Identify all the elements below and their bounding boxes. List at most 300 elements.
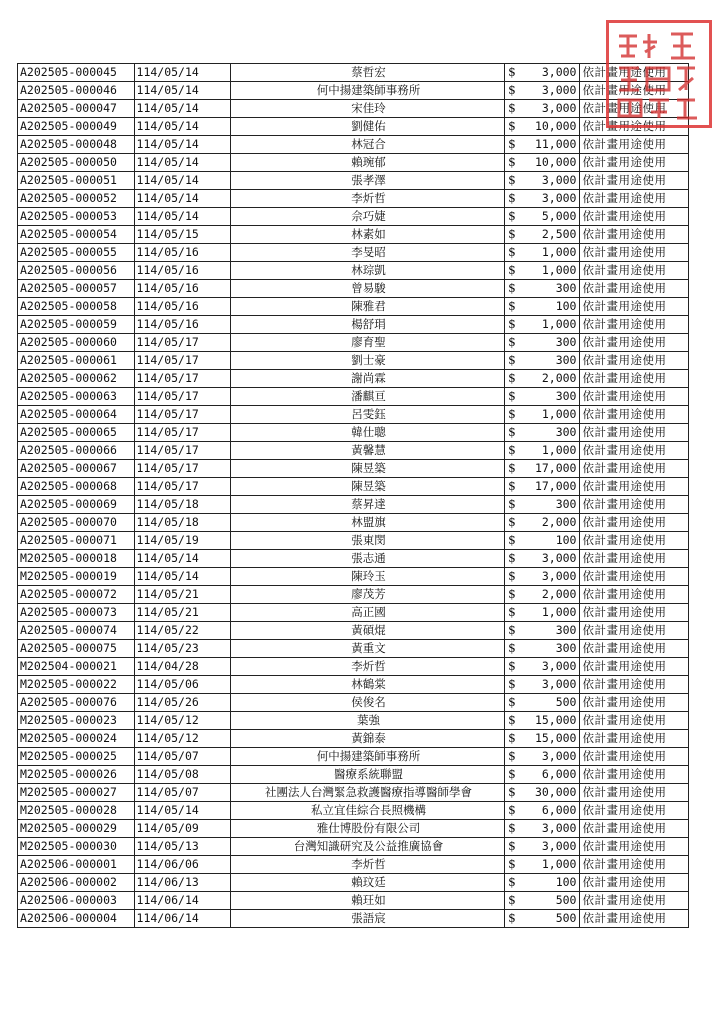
usage-cell: 依計畫用途使用 xyxy=(580,550,689,568)
amount-cell xyxy=(505,190,580,208)
amount-value: 3,000 xyxy=(541,749,577,763)
amount-cell xyxy=(505,748,580,766)
usage-cell: 依計畫用途使用 xyxy=(580,730,689,748)
donor-name-cell: 呂雯鈺 xyxy=(230,406,504,424)
amount-cell xyxy=(505,442,580,460)
table-row xyxy=(18,460,689,478)
table-row xyxy=(18,406,689,424)
amount-value: 30,000 xyxy=(534,785,577,799)
table-row xyxy=(18,442,689,460)
usage-cell: 依計畫用途使用 xyxy=(580,496,689,514)
receipt-id-cell: M202505-000028 xyxy=(18,802,135,820)
amount-value: 500 xyxy=(555,911,577,925)
receipt-id-cell: M202505-000019 xyxy=(18,568,135,586)
currency-symbol: $ xyxy=(508,605,516,619)
receipt-id-cell: M202505-000026 xyxy=(18,766,135,784)
receipt-id-cell: A202505-000072 xyxy=(18,586,135,604)
table-row xyxy=(18,676,689,694)
amount-cell xyxy=(505,424,580,442)
amount-value: 100 xyxy=(555,299,577,313)
amount-value: 300 xyxy=(555,353,577,367)
date-cell: 114/06/13 xyxy=(134,874,230,892)
receipt-id-cell: A202505-000060 xyxy=(18,334,135,352)
amount-cell xyxy=(505,100,580,118)
table-row xyxy=(18,586,689,604)
usage-cell: 依計畫用途使用 xyxy=(580,406,689,424)
amount-cell xyxy=(505,568,580,586)
date-cell: 114/04/28 xyxy=(134,658,230,676)
donor-name-cell: 佘巧婕 xyxy=(230,208,504,226)
donor-name-cell: 林盟旗 xyxy=(230,514,504,532)
table-row xyxy=(18,712,689,730)
amount-cell xyxy=(505,622,580,640)
donor-name-cell: 宋佳玲 xyxy=(230,100,504,118)
date-cell: 114/05/14 xyxy=(134,208,230,226)
amount-cell xyxy=(505,874,580,892)
receipt-id-cell: A202505-000066 xyxy=(18,442,135,460)
receipt-id-cell: M202505-000029 xyxy=(18,820,135,838)
donor-name-cell: 林琮凱 xyxy=(230,262,504,280)
currency-symbol: $ xyxy=(508,839,516,853)
currency-symbol: $ xyxy=(508,821,516,835)
amount-cell xyxy=(505,64,580,82)
amount-cell xyxy=(505,676,580,694)
donor-name-cell: 何中揚建築師事務所 xyxy=(230,748,504,766)
currency-symbol: $ xyxy=(508,623,516,637)
donor-name-cell: 李旻昭 xyxy=(230,244,504,262)
date-cell: 114/05/16 xyxy=(134,298,230,316)
amount-value: 1,000 xyxy=(541,407,577,421)
amount-value: 300 xyxy=(555,623,577,637)
currency-symbol: $ xyxy=(508,587,516,601)
date-cell: 114/05/06 xyxy=(134,676,230,694)
usage-cell: 依計畫用途使用 xyxy=(580,262,689,280)
amount-cell xyxy=(505,82,580,100)
usage-cell: 依計畫用途使用 xyxy=(580,568,689,586)
amount-value: 11,000 xyxy=(534,137,577,151)
amount-value: 1,000 xyxy=(541,857,577,871)
date-cell: 114/05/07 xyxy=(134,748,230,766)
amount-cell xyxy=(505,496,580,514)
date-cell: 114/05/17 xyxy=(134,334,230,352)
donor-name-cell: 私立宜佳綜合長照機構 xyxy=(230,802,504,820)
amount-value: 2,000 xyxy=(541,587,577,601)
currency-symbol: $ xyxy=(508,551,516,565)
currency-symbol: $ xyxy=(508,659,516,673)
amount-value: 1,000 xyxy=(541,263,577,277)
amount-value: 15,000 xyxy=(534,731,577,745)
receipt-id-cell: A202505-000063 xyxy=(18,388,135,406)
currency-symbol: $ xyxy=(508,479,516,493)
receipt-id-cell: A202505-000047 xyxy=(18,100,135,118)
donor-name-cell: 陳昱築 xyxy=(230,460,504,478)
amount-cell xyxy=(505,370,580,388)
table-row xyxy=(18,640,689,658)
date-cell: 114/06/06 xyxy=(134,856,230,874)
currency-symbol: $ xyxy=(508,695,516,709)
currency-symbol: $ xyxy=(508,911,516,925)
donor-name-cell: 林素如 xyxy=(230,226,504,244)
donation-ledger-table xyxy=(17,63,689,928)
amount-value: 3,000 xyxy=(541,65,577,79)
amount-cell xyxy=(505,460,580,478)
amount-cell xyxy=(505,694,580,712)
usage-cell: 依計畫用途使用 xyxy=(580,604,689,622)
date-cell: 114/05/14 xyxy=(134,802,230,820)
table-row xyxy=(18,172,689,190)
date-cell: 114/05/17 xyxy=(134,352,230,370)
receipt-id-cell: A202505-000062 xyxy=(18,370,135,388)
currency-symbol: $ xyxy=(508,875,516,889)
date-cell: 114/05/16 xyxy=(134,244,230,262)
usage-cell: 依計畫用途使用 xyxy=(580,172,689,190)
amount-cell xyxy=(505,802,580,820)
receipt-id-cell: M202505-000018 xyxy=(18,550,135,568)
receipt-id-cell: A202505-000073 xyxy=(18,604,135,622)
amount-value: 300 xyxy=(555,389,577,403)
donor-name-cell: 葉強 xyxy=(230,712,504,730)
table-row xyxy=(18,226,689,244)
donor-name-cell: 楊舒琄 xyxy=(230,316,504,334)
table-row xyxy=(18,694,689,712)
currency-symbol: $ xyxy=(508,389,516,403)
currency-symbol: $ xyxy=(508,569,516,583)
amount-value: 1,000 xyxy=(541,245,577,259)
receipt-id-cell: M202505-000030 xyxy=(18,838,135,856)
amount-cell xyxy=(505,820,580,838)
date-cell: 114/05/12 xyxy=(134,712,230,730)
date-cell: 114/05/17 xyxy=(134,370,230,388)
amount-value: 6,000 xyxy=(541,767,577,781)
receipt-id-cell: A202505-000053 xyxy=(18,208,135,226)
table-row xyxy=(18,892,689,910)
usage-cell: 依計畫用途使用 xyxy=(580,208,689,226)
amount-value: 1,000 xyxy=(541,443,577,457)
currency-symbol: $ xyxy=(508,749,516,763)
currency-symbol: $ xyxy=(508,65,516,79)
date-cell: 114/05/16 xyxy=(134,316,230,334)
table-row xyxy=(18,550,689,568)
currency-symbol: $ xyxy=(508,893,516,907)
donor-name-cell: 蔡哲宏 xyxy=(230,64,504,82)
table-row xyxy=(18,136,689,154)
usage-cell: 依計畫用途使用 xyxy=(580,370,689,388)
usage-cell: 依計畫用途使用 xyxy=(580,532,689,550)
table-row xyxy=(18,370,689,388)
table-row xyxy=(18,748,689,766)
amount-cell xyxy=(505,154,580,172)
amount-value: 3,000 xyxy=(541,83,577,97)
donor-name-cell: 曾易駿 xyxy=(230,280,504,298)
amount-cell xyxy=(505,298,580,316)
receipt-id-cell: M202505-000027 xyxy=(18,784,135,802)
amount-value: 1,000 xyxy=(541,317,577,331)
date-cell: 114/05/17 xyxy=(134,406,230,424)
amount-cell xyxy=(505,118,580,136)
receipt-id-cell: A202505-000046 xyxy=(18,82,135,100)
donor-name-cell: 何中揚建築師事務所 xyxy=(230,82,504,100)
date-cell: 114/05/26 xyxy=(134,694,230,712)
table-row xyxy=(18,154,689,172)
amount-value: 3,000 xyxy=(541,191,577,205)
table-row xyxy=(18,568,689,586)
amount-value: 2,500 xyxy=(541,227,577,241)
receipt-id-cell: A202505-000055 xyxy=(18,244,135,262)
amount-value: 100 xyxy=(555,533,577,547)
table-row xyxy=(18,118,689,136)
usage-cell: 依計畫用途使用 xyxy=(580,460,689,478)
ledger-body xyxy=(18,64,689,928)
date-cell: 114/05/17 xyxy=(134,478,230,496)
table-row xyxy=(18,64,689,82)
date-cell: 114/05/18 xyxy=(134,514,230,532)
table-row xyxy=(18,82,689,100)
usage-cell: 依計畫用途使用 xyxy=(580,856,689,874)
table-row xyxy=(18,280,689,298)
usage-cell: 依計畫用途使用 xyxy=(580,316,689,334)
amount-value: 2,000 xyxy=(541,371,577,385)
receipt-id-cell: A202505-000056 xyxy=(18,262,135,280)
currency-symbol: $ xyxy=(508,317,516,331)
date-cell: 114/05/14 xyxy=(134,568,230,586)
usage-cell: 依計畫用途使用 xyxy=(580,154,689,172)
donor-name-cell: 黃碩焜 xyxy=(230,622,504,640)
date-cell: 114/05/08 xyxy=(134,766,230,784)
usage-cell: 依計畫用途使用 xyxy=(580,820,689,838)
date-cell: 114/05/23 xyxy=(134,640,230,658)
amount-cell xyxy=(505,406,580,424)
amount-cell xyxy=(505,226,580,244)
usage-cell: 依計畫用途使用 xyxy=(580,226,689,244)
usage-cell: 依計畫用途使用 xyxy=(580,766,689,784)
receipt-id-cell: A202505-000048 xyxy=(18,136,135,154)
currency-symbol: $ xyxy=(508,191,516,205)
usage-cell: 依計畫用途使用 xyxy=(580,298,689,316)
table-row xyxy=(18,208,689,226)
receipt-id-cell: A202505-000049 xyxy=(18,118,135,136)
donor-name-cell: 李炘哲 xyxy=(230,856,504,874)
amount-value: 10,000 xyxy=(534,155,577,169)
donor-name-cell: 蔡昇達 xyxy=(230,496,504,514)
receipt-id-cell: A202505-000068 xyxy=(18,478,135,496)
donor-name-cell: 韓仕聰 xyxy=(230,424,504,442)
receipt-id-cell: A202505-000045 xyxy=(18,64,135,82)
usage-cell: 依計畫用途使用 xyxy=(580,676,689,694)
receipt-id-cell: A202505-000050 xyxy=(18,154,135,172)
amount-value: 1,000 xyxy=(541,605,577,619)
currency-symbol: $ xyxy=(508,641,516,655)
date-cell: 114/05/17 xyxy=(134,460,230,478)
donor-name-cell: 張語宸 xyxy=(230,910,504,928)
date-cell: 114/05/09 xyxy=(134,820,230,838)
donor-name-cell: 陳昱築 xyxy=(230,478,504,496)
donor-name-cell: 侯俊名 xyxy=(230,694,504,712)
usage-cell: 依計畫用途使用 xyxy=(580,334,689,352)
donor-name-cell: 林冠合 xyxy=(230,136,504,154)
receipt-id-cell: A202505-000059 xyxy=(18,316,135,334)
amount-value: 300 xyxy=(555,335,577,349)
donor-name-cell: 陳玲玉 xyxy=(230,568,504,586)
table-row xyxy=(18,496,689,514)
currency-symbol: $ xyxy=(508,497,516,511)
usage-cell: 依計畫用途使用 xyxy=(580,892,689,910)
table-row xyxy=(18,514,689,532)
amount-value: 15,000 xyxy=(534,713,577,727)
usage-cell: 依計畫用途使用 xyxy=(580,388,689,406)
amount-value: 3,000 xyxy=(541,173,577,187)
donor-name-cell: 劉士豪 xyxy=(230,352,504,370)
amount-cell xyxy=(505,388,580,406)
date-cell: 114/05/14 xyxy=(134,172,230,190)
donor-name-cell: 潘麒亘 xyxy=(230,388,504,406)
amount-value: 300 xyxy=(555,281,577,295)
receipt-id-cell: A202505-000051 xyxy=(18,172,135,190)
usage-cell: 依計畫用途使用 xyxy=(580,874,689,892)
amount-value: 10,000 xyxy=(534,119,577,133)
usage-cell: 依計畫用途使用 xyxy=(580,694,689,712)
table-row xyxy=(18,838,689,856)
table-row xyxy=(18,352,689,370)
amount-value: 3,000 xyxy=(541,839,577,853)
table-row xyxy=(18,820,689,838)
usage-cell: 依計畫用途使用 xyxy=(580,838,689,856)
receipt-id-cell: A202505-000067 xyxy=(18,460,135,478)
amount-cell xyxy=(505,712,580,730)
currency-symbol: $ xyxy=(508,353,516,367)
seal-graphic xyxy=(609,23,709,125)
amount-value: 6,000 xyxy=(541,803,577,817)
date-cell: 114/05/21 xyxy=(134,586,230,604)
amount-value: 3,000 xyxy=(541,821,577,835)
receipt-id-cell: A202506-000002 xyxy=(18,874,135,892)
amount-value: 3,000 xyxy=(541,551,577,565)
usage-cell: 依計畫用途使用 xyxy=(580,64,689,82)
amount-cell xyxy=(505,262,580,280)
currency-symbol: $ xyxy=(508,281,516,295)
amount-cell xyxy=(505,766,580,784)
currency-symbol: $ xyxy=(508,209,516,223)
table-row xyxy=(18,532,689,550)
currency-symbol: $ xyxy=(508,263,516,277)
currency-symbol: $ xyxy=(508,785,516,799)
date-cell: 114/05/21 xyxy=(134,604,230,622)
amount-value: 3,000 xyxy=(541,659,577,673)
donor-name-cell: 林鶴棠 xyxy=(230,676,504,694)
receipt-id-cell: A202505-000058 xyxy=(18,298,135,316)
currency-symbol: $ xyxy=(508,155,516,169)
donor-name-cell: 黃重文 xyxy=(230,640,504,658)
donor-name-cell: 賴玟廷 xyxy=(230,874,504,892)
currency-symbol: $ xyxy=(508,227,516,241)
donor-name-cell: 醫療系統聯盟 xyxy=(230,766,504,784)
usage-cell: 依計畫用途使用 xyxy=(580,802,689,820)
receipt-id-cell: M202505-000024 xyxy=(18,730,135,748)
amount-cell xyxy=(505,856,580,874)
donor-name-cell: 社團法人台灣緊急救護醫療指導醫師學會 xyxy=(230,784,504,802)
receipt-id-cell: A202505-000070 xyxy=(18,514,135,532)
table-row xyxy=(18,910,689,928)
table-row xyxy=(18,334,689,352)
receipt-id-cell: A202505-000065 xyxy=(18,424,135,442)
currency-symbol: $ xyxy=(508,533,516,547)
usage-cell: 依計畫用途使用 xyxy=(580,910,689,928)
amount-value: 300 xyxy=(555,425,577,439)
amount-value: 100 xyxy=(555,875,577,889)
donor-name-cell: 黃錦泰 xyxy=(230,730,504,748)
donor-name-cell: 謝尚霖 xyxy=(230,370,504,388)
amount-cell xyxy=(505,784,580,802)
date-cell: 114/05/16 xyxy=(134,280,230,298)
receipt-id-cell: M202505-000025 xyxy=(18,748,135,766)
amount-cell xyxy=(505,604,580,622)
date-cell: 114/05/18 xyxy=(134,496,230,514)
usage-cell: 依計畫用途使用 xyxy=(580,190,689,208)
receipt-id-cell: A202505-000076 xyxy=(18,694,135,712)
donor-name-cell: 張孝澤 xyxy=(230,172,504,190)
usage-cell: 依計畫用途使用 xyxy=(580,244,689,262)
date-cell: 114/05/19 xyxy=(134,532,230,550)
donor-name-cell: 劉健佑 xyxy=(230,118,504,136)
usage-cell: 依計畫用途使用 xyxy=(580,424,689,442)
amount-value: 17,000 xyxy=(534,479,577,493)
amount-cell xyxy=(505,838,580,856)
usage-cell: 依計畫用途使用 xyxy=(580,352,689,370)
table-row xyxy=(18,856,689,874)
usage-cell: 依計畫用途使用 xyxy=(580,622,689,640)
amount-value: 2,000 xyxy=(541,515,577,529)
amount-value: 3,000 xyxy=(541,569,577,583)
date-cell: 114/05/17 xyxy=(134,424,230,442)
amount-value: 17,000 xyxy=(534,461,577,475)
currency-symbol: $ xyxy=(508,767,516,781)
amount-value: 3,000 xyxy=(541,101,577,115)
receipt-id-cell: M202505-000023 xyxy=(18,712,135,730)
donor-name-cell: 黃馨慧 xyxy=(230,442,504,460)
amount-value: 5,000 xyxy=(541,209,577,223)
date-cell: 114/05/13 xyxy=(134,838,230,856)
date-cell: 114/05/14 xyxy=(134,136,230,154)
donor-name-cell: 賴玨如 xyxy=(230,892,504,910)
donor-name-cell: 張東閔 xyxy=(230,532,504,550)
date-cell: 114/05/14 xyxy=(134,118,230,136)
table-row xyxy=(18,766,689,784)
amount-value: 3,000 xyxy=(541,677,577,691)
receipt-id-cell: A202505-000074 xyxy=(18,622,135,640)
table-row xyxy=(18,784,689,802)
donor-name-cell: 廖育聖 xyxy=(230,334,504,352)
receipt-id-cell: A202506-000003 xyxy=(18,892,135,910)
currency-symbol: $ xyxy=(508,101,516,115)
table-row xyxy=(18,388,689,406)
date-cell: 114/05/14 xyxy=(134,100,230,118)
currency-symbol: $ xyxy=(508,713,516,727)
amount-value: 300 xyxy=(555,497,577,511)
donor-name-cell: 台灣知識研究及公益推廣協會 xyxy=(230,838,504,856)
table-row xyxy=(18,802,689,820)
date-cell: 114/05/22 xyxy=(134,622,230,640)
usage-cell: 依計畫用途使用 xyxy=(580,82,689,100)
amount-value: 300 xyxy=(555,641,577,655)
table-row xyxy=(18,190,689,208)
table-row xyxy=(18,874,689,892)
organization-seal-stamp xyxy=(606,20,712,128)
receipt-id-cell: M202505-000022 xyxy=(18,676,135,694)
receipt-id-cell: M202504-000021 xyxy=(18,658,135,676)
currency-symbol: $ xyxy=(508,407,516,421)
currency-symbol: $ xyxy=(508,137,516,151)
table-row xyxy=(18,298,689,316)
table-row xyxy=(18,244,689,262)
